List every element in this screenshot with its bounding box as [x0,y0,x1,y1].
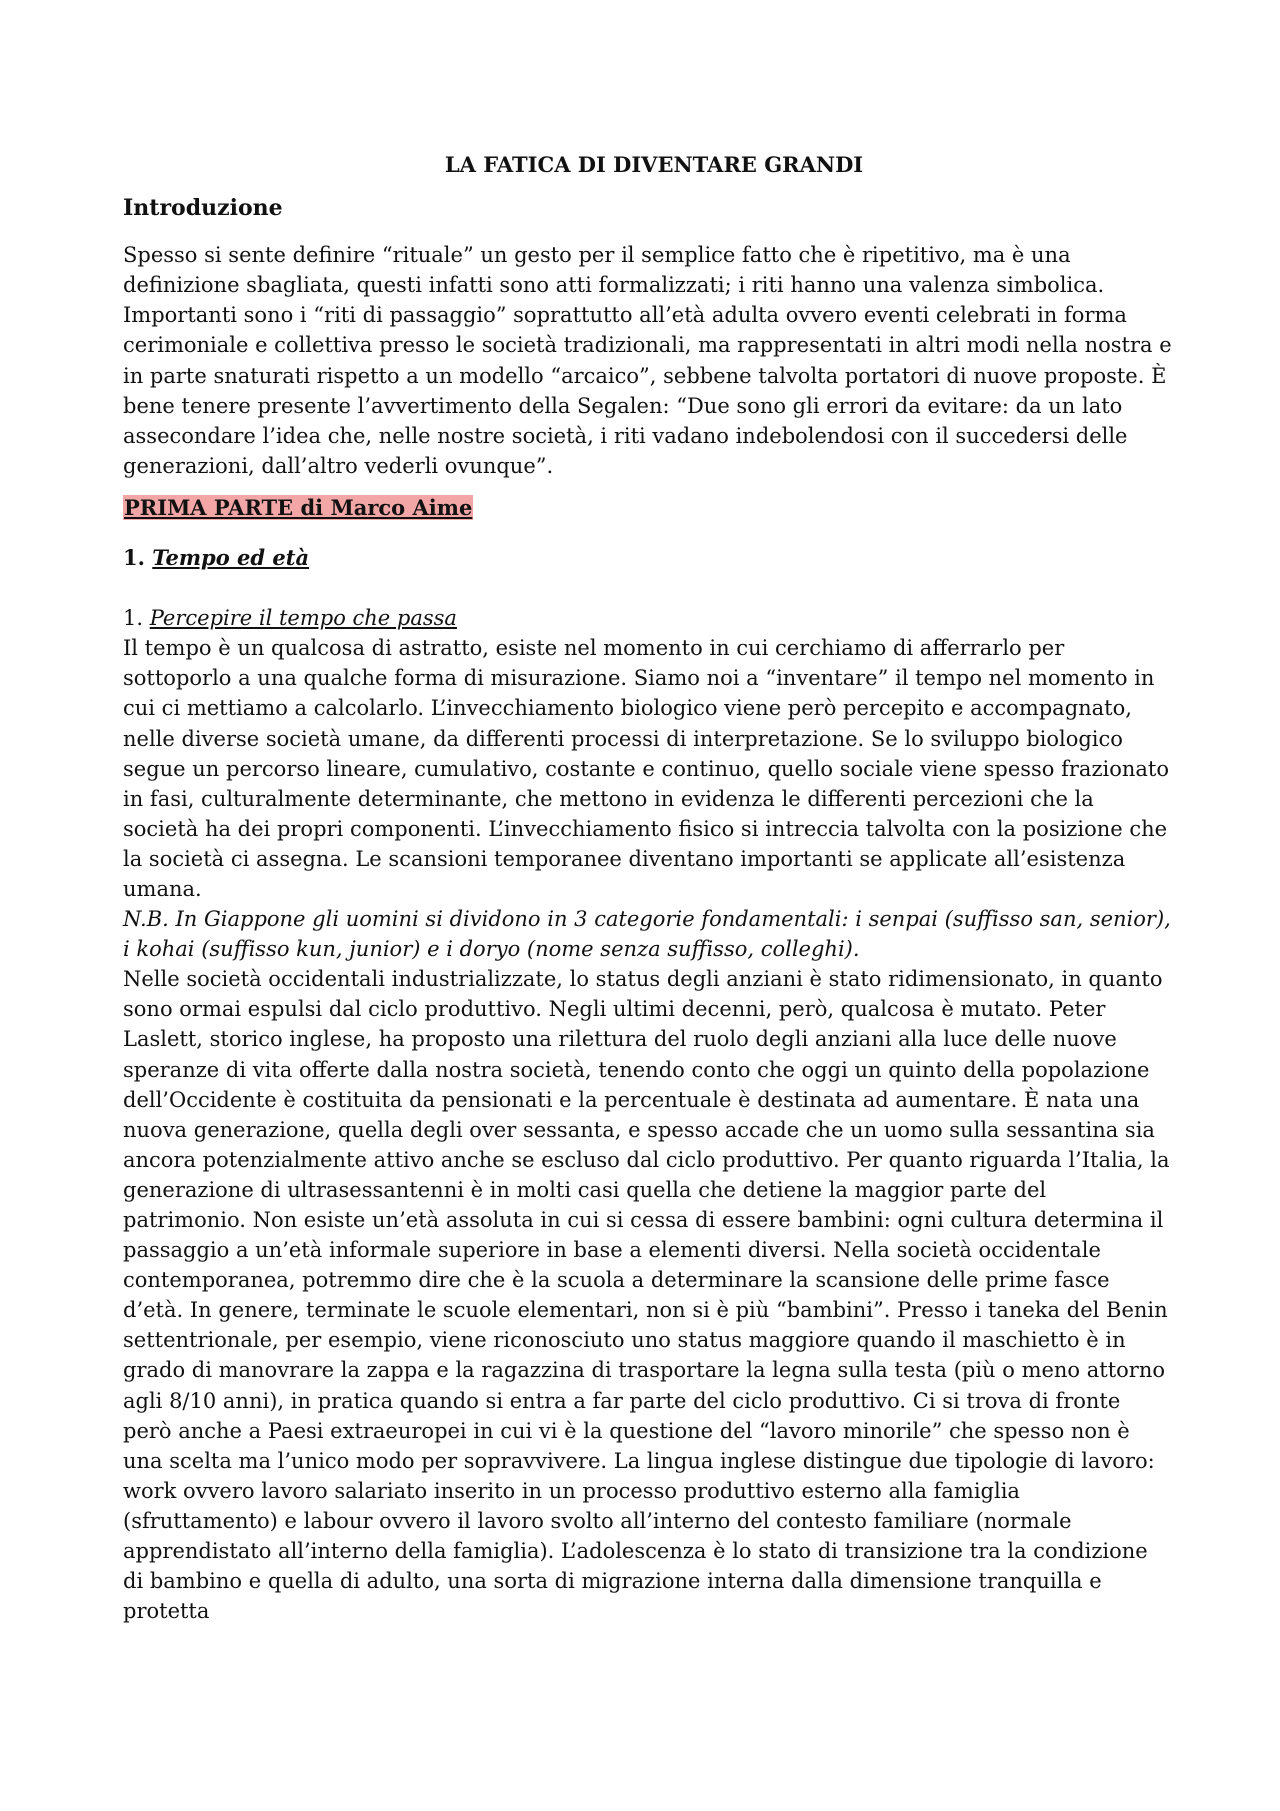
part-heading [123,493,1173,523]
body-paragraph-2: Nelle società occidentali industrializzate, lo status degli anziani è stato ridimensionato, in quanto sono ormai espulsi dal ciclo produttivo. Negli ultimi decenni, però, qualcosa è mutato. Peter Laslett, storico inglese, ha proposto una rilettura del ruolo degli anziani alla luce delle nuove speranze di vita offerte dalla nostra società, tenendo conto che oggi un quinto della popolazione dell’Occidente è costituita da pensionati e la percentuale è destinata ad aumentare. È nata una nuova generazione, quella degli over sessanta, e spesso accade che un uomo sulla sessantina sia ancora potenzialmente attivo anche se escluso dal ciclo produttivo. Per quanto riguarda l’Italia, la generazione di ultrasessantenni è in molti casi quella che detiene la maggior parte del patrimonio. Non esiste un’età assoluta in cui si cessa di essere bambini: ogni cultura determina il passaggio a un’età informale superiore in base a elementi diversi. Nella società occidentale contemporanea, potremmo dire che è la scuola a determinare la scansione delle prime fasce d’età. In genere, terminate le scuole elementari, non si è più “bambini”. Presso i taneka del Benin settentrionale, per esempio, viene riconosciuto uno status maggiore quando il maschietto è in grado di manovrare la zappa e la ragazzina di trasportare la legna sulla testa (più o meno attorno agli 8/10 anni), in pratica quando si entra a far parte del ciclo produttivo. Ci si trova di fronte però anche a Paesi extraeuropei in cui vi è la questione del “lavoro minorile” che spesso non è una scelta ma l’unico modo per sopravvivere. La lingua inglese distingue due tipologie di lavoro: work ovvero lavoro salariato inserito in un processo produttivo esterno alla famiglia (sfruttamento) e labour ovvero il lavoro svolto all’interno del contesto familiare (normale apprendistato all’interno della famiglia). L’adolescenza è lo stato di transizione tra la condizione di bambino e quella di adulto, una sorta di migrazione interna dalla dimensione tranquilla e protetta [123,967,1170,1624]
chapter-number: 1. [123,545,145,571]
intro-heading: Introduzione [123,195,283,222]
body-paragraph-1: Il tempo è un qualcosa di astratto, esiste nel momento in cui cerchiamo di afferrarlo per sottoporlo a una qualche forma di misurazione. Siamo noi a “inventare” il tempo nel momento in cui ci mettiamo a calcolarlo. L’invecchiamento biologico viene però percepito e accompagnato, nelle diverse società umane, da differenti processi di interpretazione. Se lo sviluppo biologico segue un percorso lineare, cumulativo, costante e continuo, quello sociale viene spesso frazionato in fasi, culturalmente determinante, che mettono in evidenza le differenti percezioni che la società ha dei propri componenti. L’invecchiamento fisico si intreccia talvolta con la posizione che la società ci assegna. Le scansioni temporanee diventano importanti se applicate all’esistenza umana. [123,636,1170,901]
document-page [123,150,1173,1626]
subsection-title: Percepire il tempo che passa [149,606,457,631]
chapter-heading [123,543,1173,573]
subsection-heading [123,603,1173,633]
part-heading-highlight: PRIMA PARTE di Marco Aime [124,494,473,520]
document-title: LA FATICA DI DIVENTARE GRANDI [444,152,864,177]
subsection-number: 1. [123,606,144,631]
note-paragraph: N.B. In Giappone gli uomini si dividono in 3 categorie fondamentali: i senpai (suffisso san, senior), i kohai (suffisso kun, junior) e i doryo (nome senza suffisso, colleghi). [123,907,1171,962]
intro-paragraph: Spesso si sente definire “rituale” un gesto per il semplice fatto che è ripetitivo, ma è una definizione sbagliata, questi infatti sono atti formalizzati; i riti hanno una valenza simbolica. Importanti sono i “riti di passaggio” soprattutto all’età adulta ovvero eventi celebrati in forma cerimoniale e collettiva presso le società tradizionali, ma rappresentati in altri modi nella nostra e in parte snaturati rispetto a un modello “arcaico”, sebbene talvolta portatori di nuove proposte. È bene tenere presente l’avvertimento della Segalen: “Due sono gli errori da evitare: da un lato assecondare l’idea che, nelle nostre società, i riti vadano indebolendosi con il succedersi delle generazioni, dall’altro vederli ovunque”. [123,243,1172,478]
chapter-title: Tempo ed età [152,545,310,571]
